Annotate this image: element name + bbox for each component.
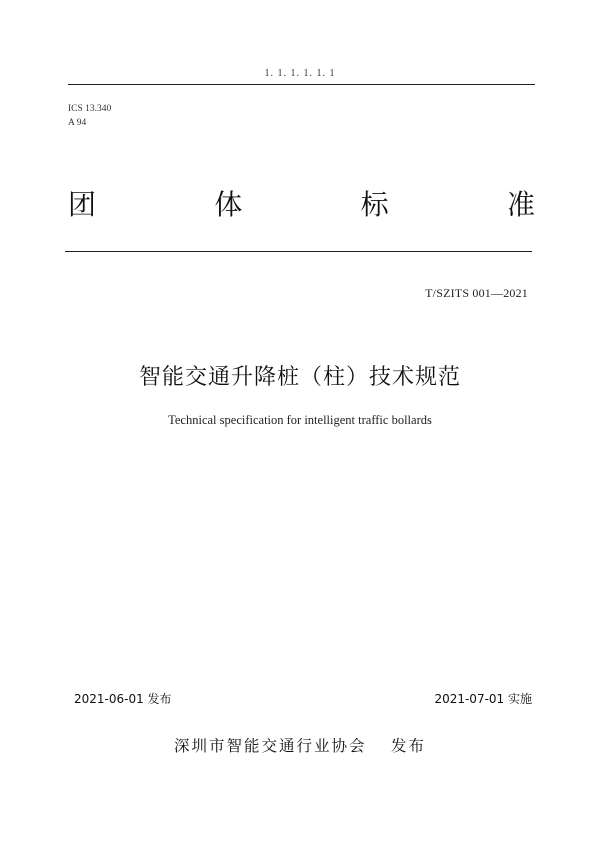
standard-type-char: 标 bbox=[360, 188, 389, 221]
standard-type-char: 体 bbox=[214, 188, 243, 221]
standard-number: T/SZITS 001—2021 bbox=[425, 286, 528, 300]
standard-type-title bbox=[68, 188, 535, 222]
english-title: Technical specification for intelligent traffic bollards bbox=[168, 413, 432, 427]
ics-code: ICS 13.340 bbox=[68, 104, 112, 114]
implementation-date: 2021-07-01 实施 bbox=[434, 692, 532, 706]
standard-type-char: 准 bbox=[506, 188, 535, 221]
standard-type-char: 团 bbox=[68, 188, 97, 221]
classification-block bbox=[68, 102, 111, 130]
chinese-title: 智能交通升降桩（柱）技术规范 bbox=[138, 365, 461, 390]
header-code: 1. 1. 1. 1. 1. 1 bbox=[264, 68, 336, 79]
issue-date: 2021-06-01 发布 bbox=[74, 692, 172, 706]
title-rule bbox=[65, 251, 532, 252]
ccs-code: A 94 bbox=[68, 118, 87, 128]
header-rule bbox=[68, 84, 535, 85]
publisher: 深圳市智能交通行业协会 发布 bbox=[174, 737, 426, 755]
